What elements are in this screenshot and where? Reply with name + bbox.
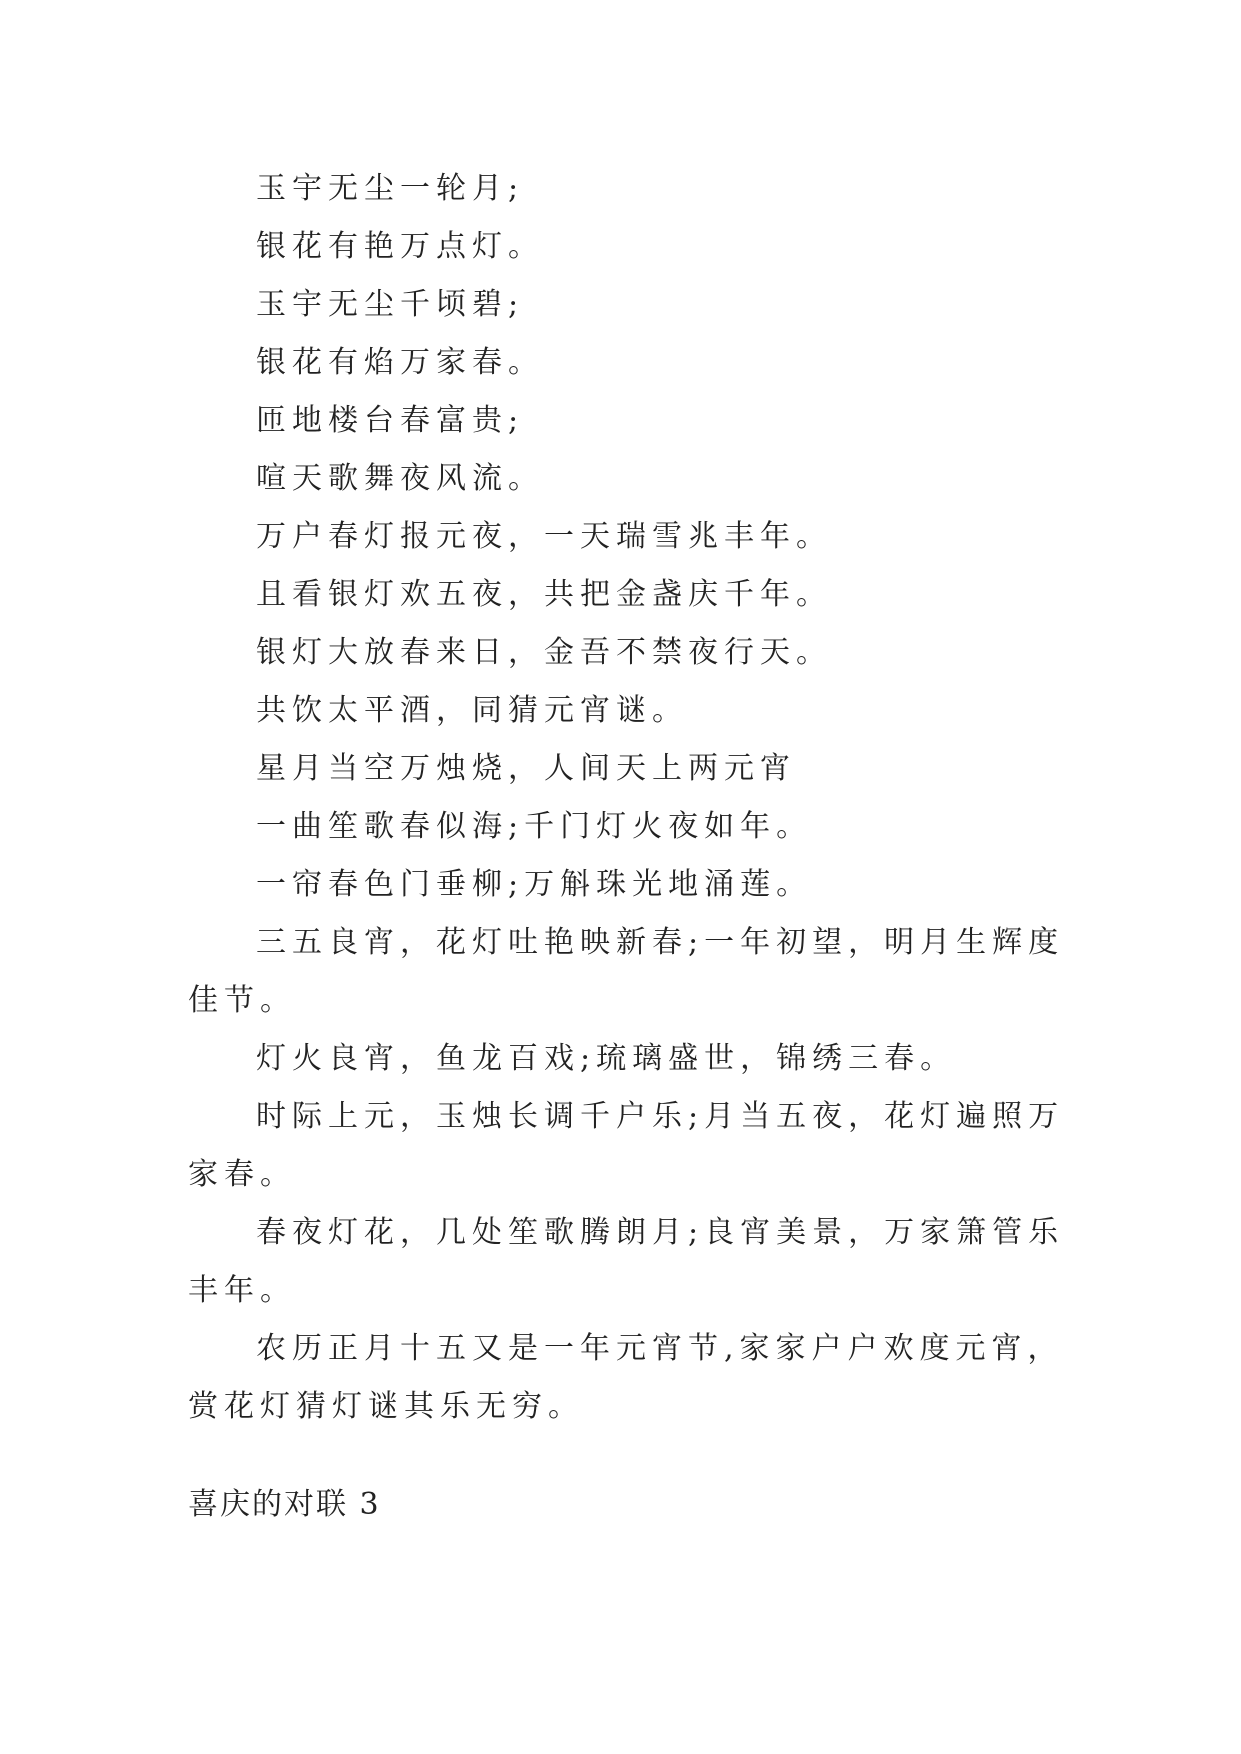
paragraph: 时际上元，玉烛长调千户乐;月当五夜，花灯遍照万家春。 (188, 1099, 1065, 1192)
paragraph: 共饮太平酒，同猜元宵谜。 (256, 693, 688, 728)
document-body (188, 160, 1068, 1436)
paragraph: 玉宇无尘一轮月; (256, 171, 525, 206)
paragraph: 万户春灯报元夜，一天瑞雪兆丰年。 (256, 519, 832, 554)
paragraph: 且看银灯欢五夜，共把金盏庆千年。 (256, 577, 832, 612)
paragraph: 三五良宵，花灯吐艳映新春;一年初望，明月生辉度佳节。 (188, 925, 1065, 1018)
paragraph: 银花有焰万家春。 (256, 345, 544, 380)
paragraph: 银花有艳万点灯。 (256, 229, 544, 264)
section-heading: 喜庆的对联 3 (188, 1487, 381, 1522)
paragraph: 喧天歌舞夜风流。 (256, 461, 544, 496)
paragraph: 玉宇无尘千顷碧; (256, 287, 525, 322)
paragraph: 灯火良宵，鱼龙百戏;琉璃盛世，锦绣三春。 (256, 1041, 957, 1076)
paragraph: 星月当空万烛烧，人间天上两元宵 (256, 751, 796, 786)
paragraph: 银灯大放春来日，金吾不禁夜行天。 (256, 635, 832, 670)
paragraph: 一帘春色门垂柳;万斛珠光地涌莲。 (256, 867, 813, 902)
paragraph: 一曲笙歌春似海;千门灯火夜如年。 (256, 809, 813, 844)
paragraph: 农历正月十五又是一年元宵节,家家户户欢度元宵，赏花灯猜灯谜其乐无穷。 (188, 1331, 1064, 1424)
paragraph: 匝地楼台春富贵; (256, 403, 525, 438)
paragraph: 春夜灯花，几处笙歌腾朗月;良宵美景，万家箫管乐丰年。 (188, 1215, 1065, 1308)
